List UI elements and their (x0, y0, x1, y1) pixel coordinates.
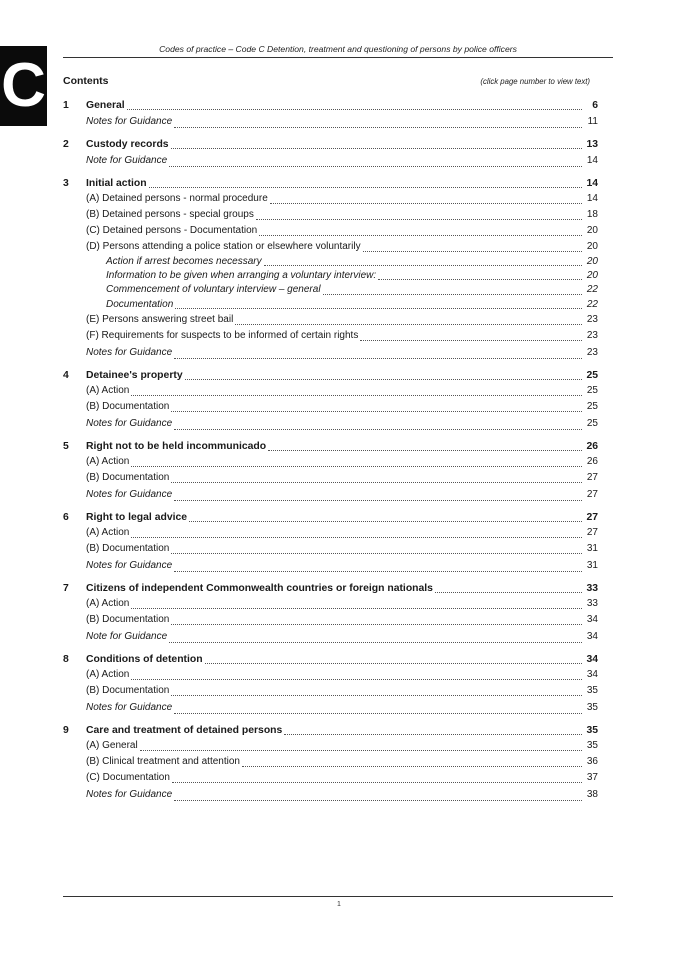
toc-section-heading[interactable] (63, 439, 598, 454)
toc-entry[interactable] (63, 298, 598, 312)
page-link[interactable]: 34 (586, 613, 598, 625)
toc-section (63, 368, 598, 433)
page-link[interactable]: 31 (586, 542, 598, 554)
toc-section-heading[interactable] (63, 368, 598, 383)
page-link[interactable]: 13 (586, 139, 598, 150)
dot-leader (360, 340, 582, 341)
toc-section-heading[interactable] (63, 137, 598, 152)
page-link[interactable]: 34 (586, 653, 598, 665)
dot-leader (185, 379, 582, 380)
dot-leader (171, 148, 582, 149)
page-link[interactable]: 22 (586, 298, 598, 310)
dot-leader (378, 279, 582, 280)
page-link[interactable]: 35 (586, 684, 598, 696)
toc-entry[interactable] (63, 541, 598, 557)
toc-entry[interactable] (63, 667, 598, 683)
dot-leader (131, 466, 582, 467)
toc-section-heading[interactable] (63, 176, 598, 191)
dot-leader (268, 450, 582, 451)
entry-label: (A) Action (86, 597, 130, 609)
page-number: 1 (337, 901, 341, 908)
toc-entry[interactable] (63, 486, 598, 504)
entry-label: (B) Documentation (86, 471, 170, 483)
toc-section-heading[interactable] (63, 510, 598, 525)
toc-entry[interactable] (63, 699, 598, 717)
page-link[interactable]: 26 (586, 440, 598, 452)
toc-section-heading[interactable] (63, 652, 598, 667)
entry-label: (D) Persons attending a police station or elsewhere voluntarily (86, 241, 361, 252)
entry-label: (A) Action (86, 384, 130, 396)
section-title: General (86, 100, 125, 111)
toc-entry[interactable] (63, 525, 598, 541)
page-link[interactable]: 27 (586, 526, 598, 538)
entry-label: Note for Guidance (86, 155, 168, 166)
page-link[interactable]: 27 (586, 488, 598, 500)
toc-entry[interactable] (63, 770, 598, 786)
section-title: Care and treatment of detained persons (86, 724, 283, 736)
section-number: 9 (63, 724, 69, 736)
footer-divider (63, 896, 613, 897)
toc-entry[interactable] (63, 738, 598, 754)
page-link[interactable]: 25 (586, 369, 598, 381)
page-link[interactable]: 20 (586, 270, 598, 282)
entry-label: Documentation (106, 298, 174, 310)
page-link[interactable]: 14 (586, 178, 598, 189)
dot-leader (131, 537, 582, 538)
page-link[interactable]: 20 (586, 255, 598, 267)
page-link[interactable]: 14 (586, 193, 598, 204)
dot-leader (174, 500, 582, 501)
toc-entry[interactable] (63, 344, 598, 362)
entry-label: (A) Action (86, 455, 130, 467)
entry-label: Notes for Guidance (86, 701, 173, 713)
toc-entry[interactable] (63, 557, 598, 575)
entry-label: Notes for Guidance (86, 559, 173, 571)
page-link[interactable]: 25 (586, 417, 598, 429)
toc-entry[interactable] (63, 399, 598, 415)
toc-section (63, 137, 598, 170)
dot-leader (323, 294, 582, 295)
page-link[interactable]: 20 (586, 225, 598, 236)
page-link[interactable]: 27 (586, 471, 598, 483)
toc-section-heading[interactable] (63, 98, 598, 113)
toc-section (63, 652, 598, 717)
entry-label: (C) Documentation (86, 771, 170, 783)
section-title: Initial action (86, 178, 147, 189)
section-number: 3 (63, 178, 69, 189)
dot-leader (149, 187, 582, 188)
page-link[interactable]: 26 (586, 455, 598, 467)
page-link[interactable]: 36 (586, 755, 598, 767)
toc-section (63, 439, 598, 504)
toc-entry[interactable] (63, 239, 598, 255)
dot-leader (205, 663, 582, 664)
entry-label: (A) Action (86, 668, 130, 680)
page-link[interactable]: 38 (586, 788, 598, 800)
entry-label: Notes for Guidance (86, 116, 173, 127)
toc-entry[interactable] (63, 207, 598, 223)
toc-section (63, 581, 598, 646)
toc-entry[interactable] (63, 223, 598, 239)
section-number: 2 (63, 139, 69, 150)
toc-section-heading[interactable] (63, 723, 598, 738)
toc-entry[interactable] (63, 786, 598, 804)
page-link[interactable]: 23 (586, 346, 598, 358)
entry-label: (E) Persons answering street bail (86, 313, 234, 325)
dot-leader (171, 411, 582, 412)
dot-leader (235, 324, 582, 325)
section-number: 5 (63, 440, 69, 452)
dot-leader (131, 395, 582, 396)
section-title: Custody records (86, 139, 169, 150)
entry-label: (A) Detained persons - normal procedure (86, 193, 268, 204)
entry-label: Note for Guidance (86, 630, 168, 642)
toc-section-heading[interactable] (63, 581, 598, 596)
header-divider (63, 57, 613, 58)
toc-entry[interactable] (63, 454, 598, 470)
page-link[interactable]: 25 (586, 400, 598, 412)
entry-label: Notes for Guidance (86, 788, 173, 800)
section-number: 1 (63, 100, 69, 111)
page-link[interactable]: 18 (586, 209, 598, 220)
contents-note: (click page number to view text) (480, 77, 590, 86)
section-title: Right to legal advice (86, 511, 188, 523)
page-link[interactable]: 35 (586, 739, 598, 751)
toc-entry[interactable] (63, 612, 598, 628)
entry-label: (B) Documentation (86, 542, 170, 554)
toc-entry[interactable] (63, 255, 598, 269)
section-title: Right not to be held incommunicado (86, 440, 267, 452)
page-link[interactable]: 35 (586, 701, 598, 713)
section-tab-letter: C (0, 46, 47, 126)
dot-leader (171, 695, 582, 696)
section-number: 4 (63, 369, 69, 381)
entry-label: Action if arrest becomes necessary (106, 255, 262, 267)
page-link[interactable]: 23 (586, 313, 598, 325)
toc-entry[interactable] (63, 383, 598, 399)
entry-label: Commencement of voluntary interview – general (106, 284, 321, 296)
page-link[interactable]: 14 (586, 155, 598, 166)
contents-title: Contents (63, 75, 109, 87)
toc-entry[interactable] (63, 152, 598, 170)
dot-leader (256, 219, 582, 220)
page-link[interactable]: 31 (586, 559, 598, 571)
entry-label: Notes for Guidance (86, 488, 173, 500)
section-title: Detainee's property (86, 369, 183, 381)
entry-label: (B) Clinical treatment and attention (86, 755, 240, 767)
page-link[interactable]: 11 (587, 116, 598, 127)
dot-leader (174, 713, 582, 714)
entry-label: (B) Documentation (86, 400, 170, 412)
section-number: 7 (63, 582, 69, 594)
dot-leader (131, 608, 582, 609)
toc-entry[interactable] (63, 328, 598, 344)
dot-leader (242, 766, 582, 767)
toc-section (63, 176, 598, 362)
page-link[interactable]: 6 (592, 100, 598, 111)
table-of-contents (63, 98, 598, 804)
dot-leader (174, 127, 582, 128)
toc-entry[interactable] (63, 191, 598, 207)
toc-entry[interactable] (63, 470, 598, 486)
entry-label: Notes for Guidance (86, 417, 173, 429)
section-number: 8 (63, 653, 69, 665)
section-title: Conditions of detention (86, 653, 203, 665)
page-link[interactable]: 20 (586, 241, 598, 252)
dot-leader (259, 235, 582, 236)
dot-leader (171, 624, 582, 625)
toc-section (63, 98, 598, 131)
page-link[interactable]: 22 (586, 284, 598, 296)
toc-entry[interactable] (63, 628, 598, 646)
entry-label: (B) Detained persons - special groups (86, 209, 254, 220)
dot-leader (140, 750, 582, 751)
entry-label: Notes for Guidance (86, 346, 173, 358)
dot-leader (131, 679, 582, 680)
dot-leader (174, 358, 582, 359)
page-link[interactable]: 23 (586, 329, 598, 341)
toc-entry[interactable] (63, 754, 598, 770)
entry-label: (A) General (86, 739, 138, 751)
section-title: Citizens of independent Commonwealth countries or foreign nationals (86, 582, 433, 594)
entry-label: (C) Detained persons - Documentation (86, 225, 258, 236)
dot-leader (174, 800, 582, 801)
dot-leader (169, 166, 582, 167)
toc-entry[interactable] (63, 283, 598, 297)
page-link[interactable]: 34 (586, 630, 598, 642)
dot-leader (171, 553, 582, 554)
toc-entry[interactable] (63, 312, 598, 328)
dot-leader (127, 109, 582, 110)
dot-leader (270, 203, 582, 204)
entry-label: (F) Requirements for suspects to be informed of certain rights (86, 329, 359, 341)
dot-leader (363, 251, 582, 252)
dot-leader (174, 429, 582, 430)
section-number: 6 (63, 511, 69, 523)
page-link[interactable]: 33 (586, 597, 598, 609)
toc-section (63, 723, 598, 804)
dot-leader (189, 521, 582, 522)
dot-leader (169, 642, 582, 643)
dot-leader (264, 265, 582, 266)
dot-leader (171, 482, 582, 483)
dot-leader (175, 308, 582, 309)
running-header: Codes of practice – Code C Detention, treatment and questioning of persons by police officers (159, 44, 517, 54)
entry-label: (B) Documentation (86, 684, 170, 696)
page-link[interactable]: 35 (586, 724, 598, 736)
page-link[interactable]: 25 (586, 384, 598, 396)
entry-label: (A) Action (86, 526, 130, 538)
dot-leader (174, 571, 582, 572)
entry-label: (B) Documentation (86, 613, 170, 625)
entry-label: Information to be given when arranging a voluntary interview: (106, 270, 377, 282)
dot-leader (284, 734, 582, 735)
toc-entry[interactable] (63, 596, 598, 612)
page-link[interactable]: 34 (586, 668, 598, 680)
page-link[interactable]: 27 (586, 511, 598, 523)
toc-entry[interactable] (63, 415, 598, 433)
dot-leader (435, 592, 582, 593)
page-link[interactable]: 33 (586, 582, 598, 594)
toc-entry[interactable] (63, 683, 598, 699)
toc-section (63, 510, 598, 575)
toc-entry[interactable] (63, 269, 598, 283)
toc-entry[interactable] (63, 113, 598, 131)
page-link[interactable]: 37 (586, 771, 598, 783)
dot-leader (172, 782, 582, 783)
